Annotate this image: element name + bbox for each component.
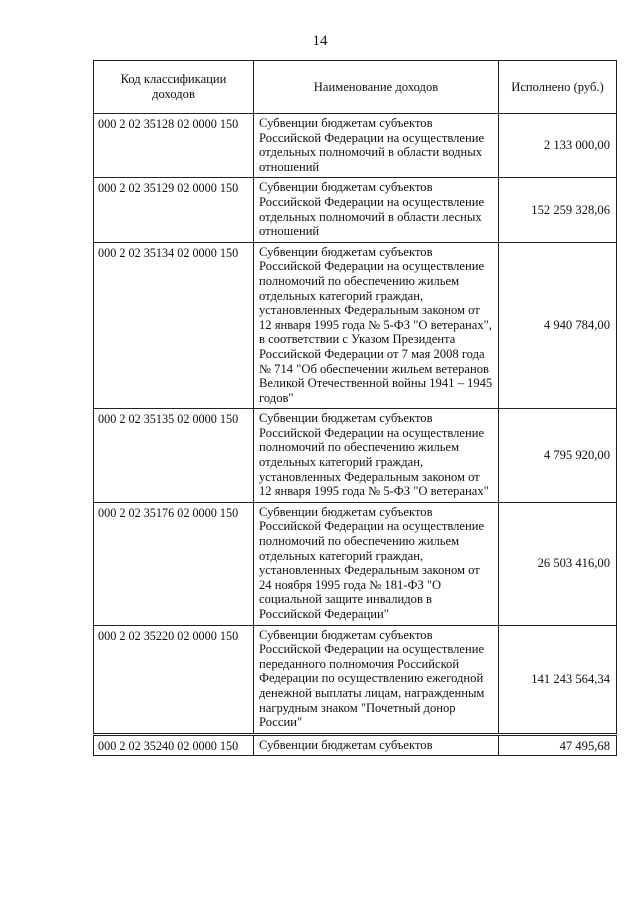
cell-amount: 26 503 416,00 bbox=[499, 502, 617, 625]
cell-name: Субвенции бюджетам субъектов Российской Федерации на осуществление полномочий по обеспечению жильем отдельных категорий граждан, установленных Федеральным законом от 24 ноября 1995 года № 181-ФЗ "О социальной защите инвалидов в Российской Федерации" bbox=[254, 502, 499, 625]
table-row bbox=[94, 625, 617, 734]
header-code: Код классификации доходов bbox=[94, 61, 254, 114]
cell-amount: 141 243 564,34 bbox=[499, 625, 617, 734]
cell-code: 000 2 02 35128 02 0000 150 bbox=[94, 114, 254, 178]
table-row bbox=[94, 502, 617, 625]
cell-amount: 47 495,68 bbox=[499, 734, 617, 756]
cell-code: 000 2 02 35176 02 0000 150 bbox=[94, 502, 254, 625]
table-row bbox=[94, 734, 617, 756]
cell-code: 000 2 02 35129 02 0000 150 bbox=[94, 178, 254, 242]
cell-name: Субвенции бюджетам субъектов Российской Федерации на осуществление переданного полномочия Российской Федерации по осуществлению ежегодной денежной выплаты лицам, награжденным нагрудным знаком "Почетный донор России" bbox=[254, 625, 499, 734]
cell-code: 000 2 02 35135 02 0000 150 bbox=[94, 409, 254, 503]
header-amount: Исполнено (руб.) bbox=[499, 61, 617, 114]
cell-code: 000 2 02 35220 02 0000 150 bbox=[94, 625, 254, 734]
revenue-table bbox=[93, 60, 617, 756]
cell-code: 000 2 02 35240 02 0000 150 bbox=[94, 734, 254, 756]
cell-amount: 4 795 920,00 bbox=[499, 409, 617, 503]
header-name: Наименование доходов bbox=[254, 61, 499, 114]
table-row bbox=[94, 114, 617, 178]
cell-code: 000 2 02 35134 02 0000 150 bbox=[94, 242, 254, 409]
cell-name: Субвенции бюджетам субъектов bbox=[254, 734, 499, 756]
cell-amount: 2 133 000,00 bbox=[499, 114, 617, 178]
cell-amount: 152 259 328,06 bbox=[499, 178, 617, 242]
cell-name: Субвенции бюджетам субъектов Российской Федерации на осуществление полномочий по обеспечению жильем отдельных категорий граждан, установленных Федеральным законом от 12 января 1995 года № 5-ФЗ "О ветеранах" bbox=[254, 409, 499, 503]
page-number: 14 bbox=[312, 33, 328, 49]
table-header-row bbox=[94, 61, 617, 114]
table-row bbox=[94, 242, 617, 409]
cell-name: Субвенции бюджетам субъектов Российской Федерации на осуществление отдельных полномочий в области водных отношений bbox=[254, 114, 499, 178]
cell-amount: 4 940 784,00 bbox=[499, 242, 617, 409]
cell-name: Субвенции бюджетам субъектов Российской Федерации на осуществление отдельных полномочий в области лесных отношений bbox=[254, 178, 499, 242]
cell-name: Субвенции бюджетам субъектов Российской Федерации на осуществление полномочий по обеспечению жильем отдельных категорий граждан, установленных Федеральным законом от 12 января 1995 года № 5-ФЗ "О ветеранах", в соответствии с Указом Президента Российской Федерации от 7 мая 2008 года № 714 "Об обеспечении жильем ветеранов Великой Отечественной войны 1941 – 1945 годов" bbox=[254, 242, 499, 409]
table-row bbox=[94, 178, 617, 242]
table-row bbox=[94, 409, 617, 503]
